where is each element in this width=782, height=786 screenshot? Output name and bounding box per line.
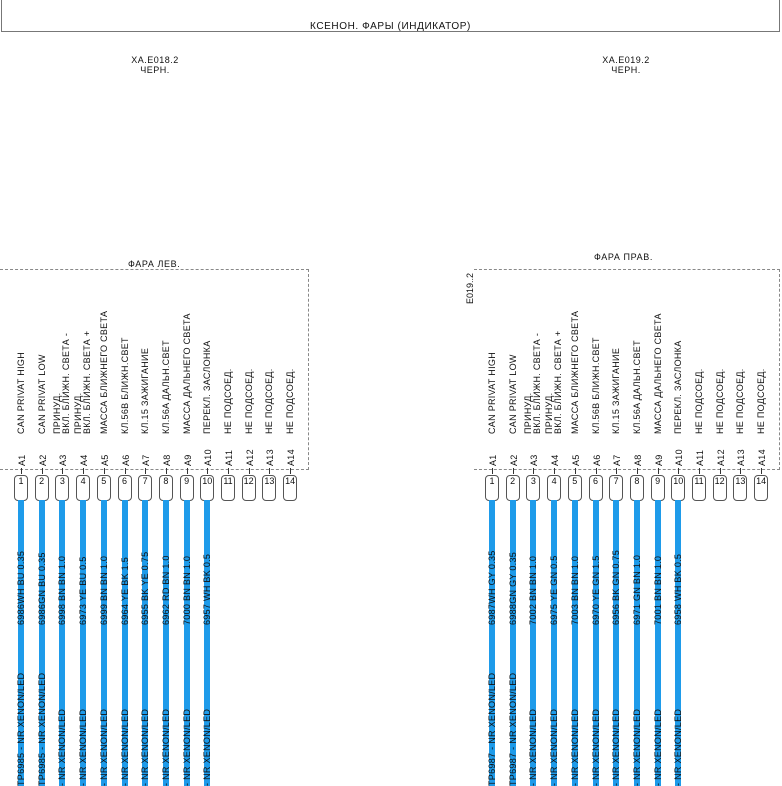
pin-function-line: НЕ ПОДСОЕД. xyxy=(264,368,275,434)
pin-tick xyxy=(269,468,270,474)
right-pin-id-10: A10 xyxy=(674,449,685,466)
right-wire-label-4: 6975 YE GN 0.5 xyxy=(549,555,560,625)
left-harness-label-8: - NR XENON/LED xyxy=(160,708,171,786)
left-pin-function-2 xyxy=(38,354,47,434)
left-pin-terminal-2[interactable]: 2 xyxy=(35,475,49,501)
pin-function-line: ПЕРЕКЛ. ЗАСЛОНКА xyxy=(202,340,213,434)
pin-function-line: CAN PRIVAT HIGH xyxy=(16,351,26,434)
right-pin-terminal-13[interactable]: 13 xyxy=(733,475,747,501)
right-wire-label-3: 7002 BN BN 1.0 xyxy=(528,555,539,625)
left-pin-function-14 xyxy=(286,368,295,434)
pin-function-line: КЛ.56B БЛИЖН.СВЕТ xyxy=(590,337,601,434)
pin-tick xyxy=(62,468,63,474)
right-harness-label-5: - NR XENON/LED xyxy=(569,708,580,786)
left-pin-id-5: A5 xyxy=(99,454,110,466)
diagram-header xyxy=(1,0,780,32)
left-pin-id-6: A6 xyxy=(120,454,131,466)
connector-left-color: ЧЕРН. xyxy=(140,65,170,75)
right-pin-id-3: A3 xyxy=(529,454,540,466)
right-pin-function-3 xyxy=(524,333,542,434)
left-pin-function-4 xyxy=(74,331,92,434)
right-pin-terminal-5[interactable]: 5 xyxy=(568,475,582,501)
left-pin-terminal-5[interactable]: 5 xyxy=(97,475,111,501)
pin-function-line: ВКЛ. БЛИЖН. СВЕТА - xyxy=(532,332,543,434)
right-pin-id-1: A1 xyxy=(488,454,498,466)
pin-tick xyxy=(678,468,679,474)
right-harness-label-6: - NR XENON/LED xyxy=(590,708,601,786)
pin-function-line: КЛ.15 ЗАЖИГАНИЕ xyxy=(611,347,622,434)
right-pin-function-7 xyxy=(612,348,621,434)
left-wire-label-7: 6955 BK YE 0.75 xyxy=(140,551,151,625)
left-wire-label-8: 6962 RD BN 1.0 xyxy=(160,555,171,625)
component-ref: E019..2 xyxy=(465,272,475,304)
pin-function-line: НЕ ПОДСОЕД. xyxy=(756,368,767,434)
right-pin-function-12 xyxy=(716,368,725,434)
left-wire-label-1: 6986WH BU 0.35 xyxy=(16,550,26,625)
right-harness-label-1: TP6987 - NR XENON/LED xyxy=(487,672,497,786)
right-harness-label-8: - NR XENON/LED xyxy=(631,708,642,786)
left-pin-terminal-13[interactable]: 13 xyxy=(262,475,276,501)
right-pin-id-12: A12 xyxy=(715,449,726,466)
pin-function-line: МАССА ДАЛЬНЕГО СВЕТА xyxy=(652,313,663,434)
pin-function-line: ВКЛ. БЛИЖН. СВЕТА - xyxy=(61,332,72,434)
pin-tick xyxy=(166,468,167,474)
left-harness-label-7: - NR XENON/LED xyxy=(140,708,151,786)
pin-function-line: НЕ ПОДСОЕД. xyxy=(223,368,233,434)
left-pin-id-8: A8 xyxy=(161,454,172,466)
pin-tick xyxy=(21,468,22,474)
left-harness-label-4: - NR XENON/LED xyxy=(78,708,89,786)
pin-tick xyxy=(533,468,534,474)
left-pin-function-9 xyxy=(183,313,192,434)
left-pin-id-4: A4 xyxy=(79,454,90,466)
right-pin-id-7: A7 xyxy=(612,454,623,466)
pin-tick xyxy=(761,468,762,474)
pin-tick xyxy=(699,468,700,474)
left-pin-terminal-7[interactable]: 7 xyxy=(138,475,152,501)
right-wire-label-10: 6958 WH BK 0.5 xyxy=(673,553,684,625)
pin-function-line: КЛ.56A ДАЛЬН.СВЕТ xyxy=(160,340,171,434)
right-pin-id-9: A9 xyxy=(653,454,664,466)
right-pin-id-11: A11 xyxy=(695,449,705,466)
right-pin-terminal-10[interactable]: 10 xyxy=(671,475,685,501)
left-pin-terminal-6[interactable]: 6 xyxy=(118,475,132,501)
pin-function-line: МАССА БЛИЖНЕГО СВЕТА xyxy=(98,310,109,434)
pin-function-line: МАССА ДАЛЬНЕГО СВЕТА xyxy=(181,313,192,434)
pin-tick xyxy=(83,468,84,474)
pin-function-line: ВКЛ. БЛИЖН. СВЕТА + xyxy=(553,330,564,434)
right-pin-terminal-3[interactable]: 3 xyxy=(526,475,540,501)
right-wire-label-6: 6970 YE GN 1.5 xyxy=(590,555,601,625)
pin-tick xyxy=(637,468,638,474)
right-pin-id-13: A13 xyxy=(736,449,747,466)
pin-function-line: ПРИНУД. xyxy=(52,392,63,434)
left-pin-function-8 xyxy=(162,340,171,434)
right-pin-id-6: A6 xyxy=(591,454,602,466)
left-pin-function-12 xyxy=(245,368,254,434)
component-name: ФАРА ЛЕВ. xyxy=(125,259,183,269)
left-wire-label-6: 6964 YE BK 1.5 xyxy=(119,556,130,625)
left-pin-function-13 xyxy=(265,368,274,434)
pin-function-line: КЛ.56A ДАЛЬН.СВЕТ xyxy=(631,340,642,434)
right-pin-function-2 xyxy=(509,354,518,434)
right-pin-function-1 xyxy=(488,352,497,434)
left-pin-function-3 xyxy=(53,333,71,434)
pin-function-line: ВКЛ. БЛИЖН. СВЕТА + xyxy=(82,330,93,434)
pin-tick xyxy=(249,468,250,474)
left-wire-label-2: 6986GN BU 0.35 xyxy=(36,552,47,625)
left-pin-id-11: A11 xyxy=(224,449,234,466)
left-pin-function-6 xyxy=(121,337,130,434)
diagram-title: КСЕНОН. ФАРЫ (ИНДИКАТОР) xyxy=(310,21,471,32)
right-pin-id-8: A8 xyxy=(632,454,643,466)
component-name: ФАРА ПРАВ. xyxy=(591,252,656,262)
right-pin-id-14: A14 xyxy=(757,449,768,466)
left-harness-label-6: - NR XENON/LED xyxy=(119,708,130,786)
pin-tick xyxy=(290,468,291,474)
pin-tick xyxy=(720,468,721,474)
left-pin-terminal-9[interactable]: 9 xyxy=(180,475,194,501)
right-pin-function-4 xyxy=(545,331,563,434)
left-pin-id-14: A14 xyxy=(286,449,297,466)
pin-tick xyxy=(554,468,555,474)
left-pin-id-1: A1 xyxy=(17,454,27,466)
pin-function-line: НЕ ПОДСОЕД. xyxy=(285,368,296,434)
right-wire-label-8: 6971 GN BN 1.0 xyxy=(631,554,642,625)
right-wire-label-2: 6988GN GY 0.35 xyxy=(507,551,518,625)
pin-function-line: КЛ.15 ЗАЖИГАНИЕ xyxy=(140,347,151,434)
pin-tick xyxy=(658,468,659,474)
pin-function-line: ПРИНУД. xyxy=(73,392,84,434)
left-pin-terminal-12[interactable]: 12 xyxy=(242,475,256,501)
left-pin-id-7: A7 xyxy=(141,454,152,466)
right-pin-function-10 xyxy=(674,340,683,434)
pin-tick xyxy=(42,468,43,474)
left-pin-id-12: A12 xyxy=(244,449,255,466)
right-pin-function-13 xyxy=(736,368,745,434)
pin-tick xyxy=(104,468,105,474)
pin-tick xyxy=(575,468,576,474)
connector-right-id: XA.E019.2 xyxy=(602,55,650,65)
right-pin-function-9 xyxy=(654,313,663,434)
left-pin-function-11 xyxy=(224,368,233,434)
left-pin-terminal-14[interactable]: 14 xyxy=(283,475,297,501)
left-pin-terminal-11[interactable]: 11 xyxy=(221,475,235,501)
pin-function-line: НЕ ПОДСОЕД. xyxy=(694,368,704,434)
left-harness-label-3: - NR XENON/LED xyxy=(57,708,68,786)
right-harness-label-7: - NR XENON/LED xyxy=(611,708,622,786)
right-pin-id-5: A5 xyxy=(570,454,581,466)
right-pin-id-2: A2 xyxy=(508,454,519,466)
right-harness-label-2: TP6987 - NR XENON/LED xyxy=(507,672,518,786)
left-wire-label-5: 6999 BN BN 1.0 xyxy=(98,555,109,625)
pin-function-line: CAN PRIVAT HIGH xyxy=(487,351,497,434)
right-pin-function-11 xyxy=(695,368,704,434)
left-pin-terminal-1[interactable]: 1 xyxy=(14,475,28,501)
right-pin-function-8 xyxy=(633,340,642,434)
left-harness-label-9: - NR XENON/LED xyxy=(181,708,192,786)
right-pin-terminal-4[interactable]: 4 xyxy=(547,475,561,501)
left-harness-label-2: TP6985 - NR XENON/LED xyxy=(36,672,47,786)
connector-right-color: ЧЕРН. xyxy=(611,65,641,75)
right-harness-label-10: - NR XENON/LED xyxy=(673,708,684,786)
left-pin-function-1 xyxy=(17,352,26,434)
left-harness-label-10: - NR XENON/LED xyxy=(202,708,213,786)
pin-function-line: НЕ ПОДСОЕД. xyxy=(735,368,746,434)
left-harness-label-5: - NR XENON/LED xyxy=(98,708,109,786)
pin-tick xyxy=(207,468,208,474)
right-harness-label-3: - NR XENON/LED xyxy=(528,708,539,786)
right-pin-terminal-2[interactable]: 2 xyxy=(506,475,520,501)
left-pin-terminal-3[interactable]: 3 xyxy=(55,475,69,501)
connector-right-label xyxy=(566,55,686,75)
pin-tick xyxy=(513,468,514,474)
left-pin-function-5 xyxy=(100,311,109,434)
left-wire-label-9: 7000 BN BN 1.0 xyxy=(181,555,192,625)
pin-function-line: НЕ ПОДСОЕД. xyxy=(243,368,254,434)
left-harness-label-1: TP6985 - NR XENON/LED xyxy=(16,672,26,786)
right-wire-label-7: 6956 BK GN 0.75 xyxy=(611,549,622,625)
right-pin-terminal-11[interactable]: 11 xyxy=(692,475,706,501)
right-pin-function-14 xyxy=(757,368,766,434)
right-pin-terminal-7[interactable]: 7 xyxy=(609,475,623,501)
right-pin-terminal-6[interactable]: 6 xyxy=(589,475,603,501)
right-pin-function-5 xyxy=(571,311,580,434)
pin-function-line: ПЕРЕКЛ. ЗАСЛОНКА xyxy=(673,340,684,434)
pin-tick xyxy=(596,468,597,474)
right-pin-terminal-9[interactable]: 9 xyxy=(651,475,665,501)
left-pin-id-2: A2 xyxy=(37,454,48,466)
pin-tick xyxy=(145,468,146,474)
left-wire-label-4: 6973 YE BU 0.5 xyxy=(78,556,89,625)
pin-tick xyxy=(740,468,741,474)
right-pin-id-4: A4 xyxy=(550,454,561,466)
left-pin-function-10 xyxy=(203,340,212,434)
right-pin-terminal-12[interactable]: 12 xyxy=(713,475,727,501)
pin-tick xyxy=(616,468,617,474)
pin-tick xyxy=(187,468,188,474)
right-pin-function-6 xyxy=(592,337,601,434)
pin-function-line: МАССА БЛИЖНЕГО СВЕТА xyxy=(569,310,580,434)
pin-function-line: НЕ ПОДСОЕД. xyxy=(714,368,725,434)
left-pin-function-7 xyxy=(141,348,150,434)
pin-function-line: ПРИНУД. xyxy=(544,392,555,434)
pin-tick xyxy=(492,468,493,474)
connector-left-id: XA.E018.2 xyxy=(131,55,179,65)
left-pin-id-9: A9 xyxy=(182,454,193,466)
pin-tick xyxy=(228,468,229,474)
left-pin-terminal-4[interactable]: 4 xyxy=(76,475,90,501)
connector-left-label xyxy=(95,55,215,75)
pin-tick xyxy=(125,468,126,474)
right-pin-terminal-14[interactable]: 14 xyxy=(754,475,768,501)
left-wire-label-3: 6998 BN BN 1.0 xyxy=(57,555,68,625)
right-wire-label-5: 7003 BN BN 1.0 xyxy=(569,555,580,625)
pin-function-line: CAN PRIVAT LOW xyxy=(36,354,47,434)
right-pin-terminal-1[interactable]: 1 xyxy=(485,475,499,501)
left-pin-terminal-10[interactable]: 10 xyxy=(200,475,214,501)
left-pin-id-3: A3 xyxy=(58,454,69,466)
pin-function-line: КЛ.56B БЛИЖН.СВЕТ xyxy=(119,337,130,434)
left-pin-id-10: A10 xyxy=(203,449,214,466)
pin-function-line: CAN PRIVAT LOW xyxy=(507,354,518,434)
pin-function-line: ПРИНУД. xyxy=(523,392,534,434)
left-pin-terminal-8[interactable]: 8 xyxy=(159,475,173,501)
right-harness-label-4: - NR XENON/LED xyxy=(549,708,560,786)
left-wire-label-10: 6957 WH BK 0.5 xyxy=(202,553,213,625)
left-pin-id-13: A13 xyxy=(265,449,276,466)
right-wire-label-9: 7001 BN BN 1.0 xyxy=(652,555,663,625)
right-harness-label-9: - NR XENON/LED xyxy=(652,708,663,786)
right-pin-terminal-8[interactable]: 8 xyxy=(630,475,644,501)
right-wire-label-1: 6987WH GY 0.35 xyxy=(487,550,497,625)
